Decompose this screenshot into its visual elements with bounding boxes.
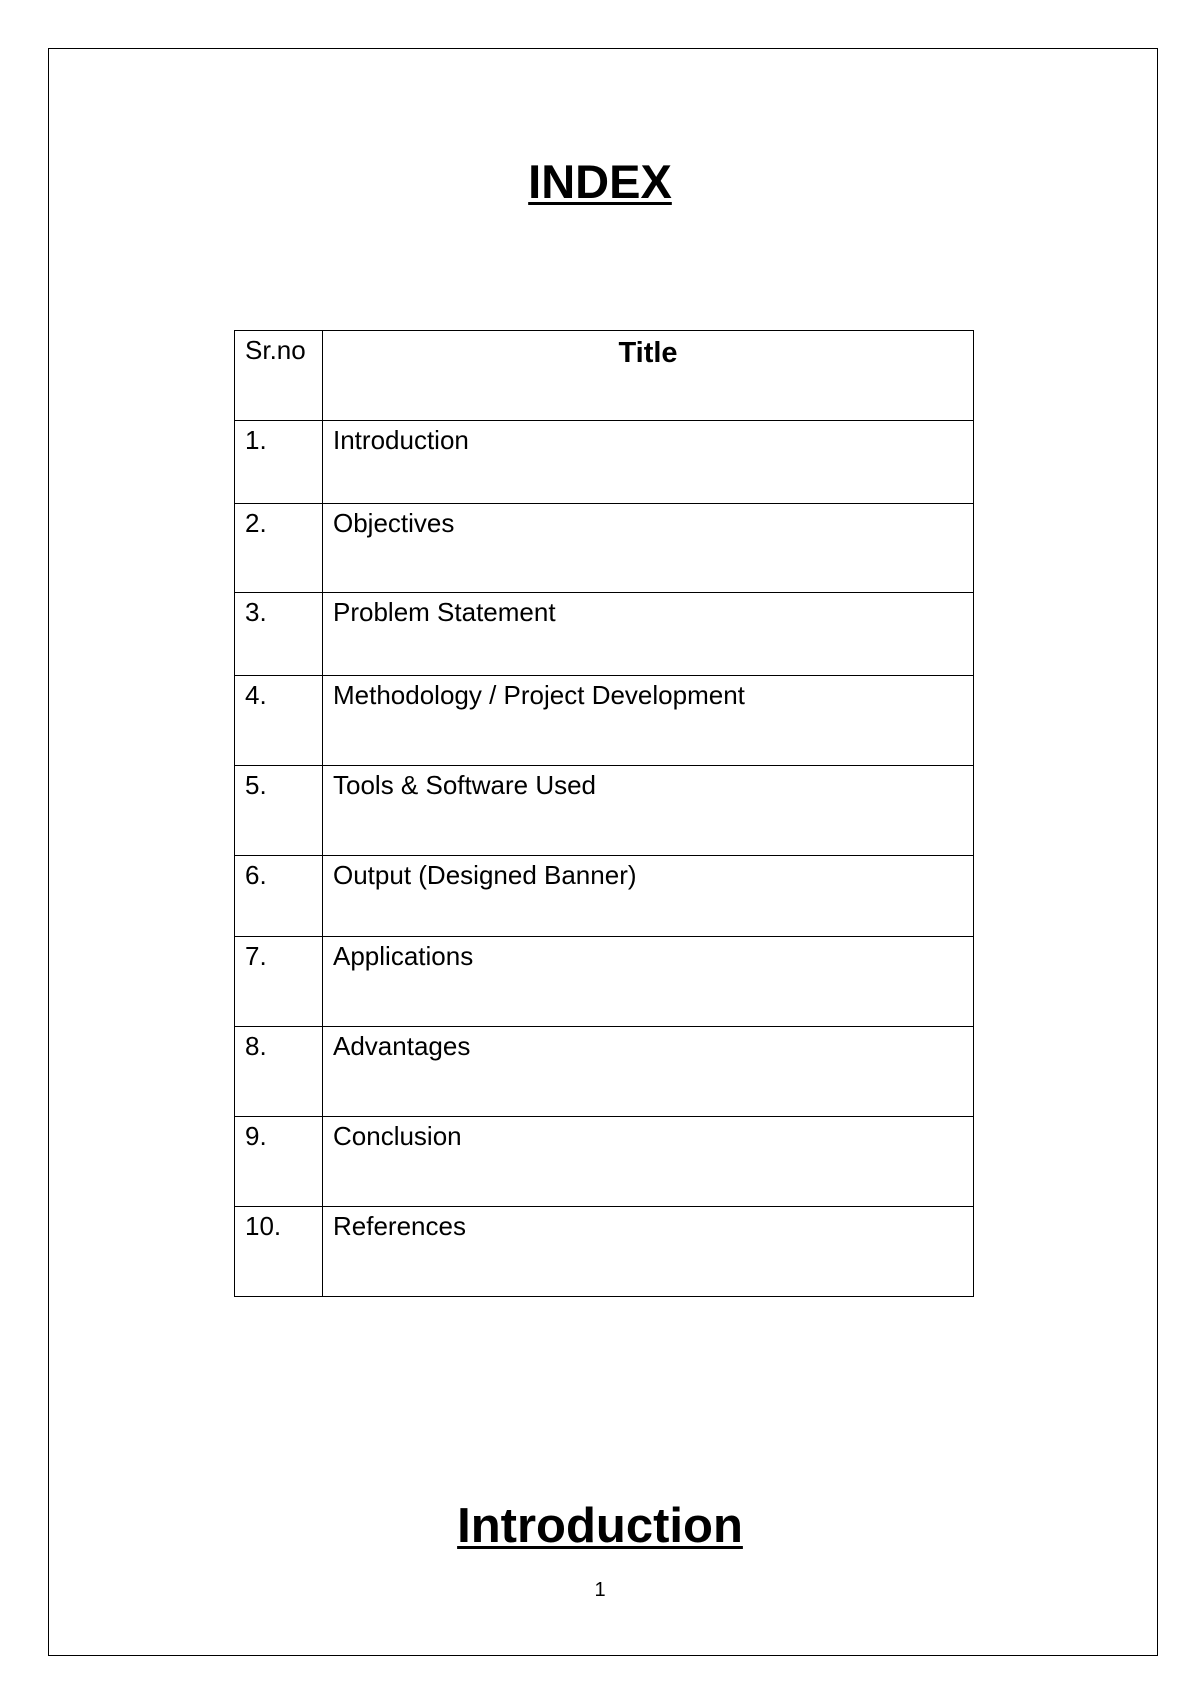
row-title: Output (Designed Banner) [323,856,974,937]
row-number: 7. [235,937,323,1027]
section-heading-text: Introduction [457,1499,743,1553]
row-title: Advantages [323,1027,974,1117]
table-header-row [235,331,974,421]
page-title [0,152,1200,212]
page-title-text: INDEX [528,155,672,208]
table-row [235,676,974,766]
section-heading [0,1496,1200,1556]
row-number: 8. [235,1027,323,1117]
row-number: 4. [235,676,323,766]
row-number: 3. [235,593,323,676]
row-title: Problem Statement [323,593,974,676]
row-title: References [323,1207,974,1297]
row-number: 9. [235,1117,323,1207]
table-row [235,504,974,593]
row-title: Objectives [323,504,974,593]
row-title: Introduction [323,421,974,504]
table-row [235,856,974,937]
table-row [235,1117,974,1207]
row-title: Tools & Software Used [323,766,974,856]
table-row [235,937,974,1027]
table-row [235,1027,974,1117]
row-number: 5. [235,766,323,856]
index-table [234,330,974,1297]
header-title: Title [323,331,974,421]
row-number: 2. [235,504,323,593]
row-number: 6. [235,856,323,937]
page-number: 1 [594,1579,606,1601]
row-number: 1. [235,421,323,504]
table-row [235,593,974,676]
row-title: Applications [323,937,974,1027]
row-number: 10. [235,1207,323,1297]
table-row [235,421,974,504]
row-title: Methodology / Project Development [323,676,974,766]
table-row [235,1207,974,1297]
header-sr-no: Sr.no [235,331,323,421]
table-row [235,766,974,856]
row-title: Conclusion [323,1117,974,1207]
